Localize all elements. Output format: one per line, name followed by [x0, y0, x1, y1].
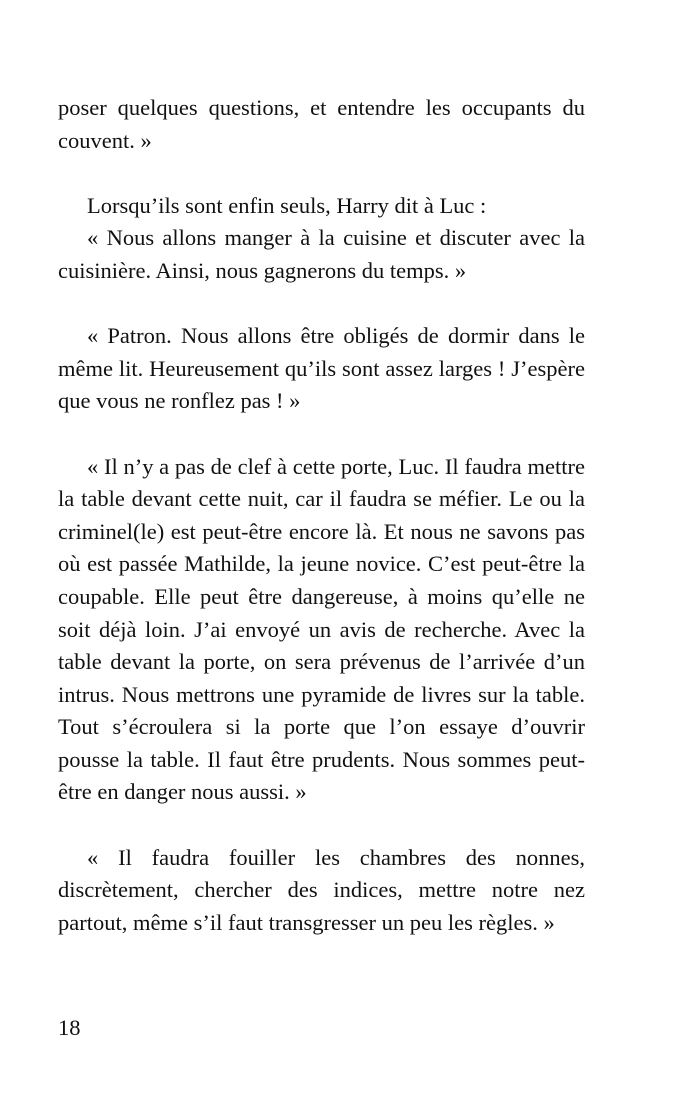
- paragraph-dialogue-bed: « Patron. Nous allons être obligés de dormir dans le même lit. Heureusement qu’ils sont assez larges ! J’espère que vous ne ronflez pas ! »: [58, 323, 585, 414]
- paragraph-gap: [58, 418, 585, 451]
- paragraph-dialogue-door: « Il n’y a pas de clef à cette porte, Luc. Il faudra mettre la table devant cette nuit, car il faudra se méfier. Le ou la criminel(le) est peut-être encore là. Et nous ne savons pas où est passée Mathilde, la jeune novice. C’est peut-être la coupable. Elle peut être dangereuse, à moins qu’elle ne soit déjà loin. J’ai envoyé un avis de recherche. Avec la table devant la porte, on sera prévenus de l’arrivée d’un intrus. Nous mettrons une pyramide de livres sur la table. Tout s’écroulera si la porte que l’on essaye d’ouvrir pousse la table. Il faut être prudents. Nous sommes peut-être en danger nous aussi. »: [58, 453, 585, 805]
- paragraph-narration: Lorsqu’ils sont enfin seuls, Harry dit à Luc :: [87, 192, 487, 218]
- paragraph-gap: [58, 157, 585, 190]
- paragraph-dialogue-kitchen: « Nous allons manger à la cuisine et discuter avec la cuisinière. Ainsi, nous gagnerons du temps. »: [58, 225, 585, 283]
- page-number: 18: [58, 1015, 81, 1040]
- paragraph-gap: [58, 288, 585, 321]
- page-body: [58, 92, 585, 939]
- paragraph-continuation: poser quelques questions, et entendre les occupants du couvent. »: [58, 95, 585, 153]
- paragraph-gap: [58, 809, 585, 842]
- paragraph-dialogue-search: « Il faudra fouiller les chambres des nonnes, discrètement, chercher des indices, mettre notre nez partout, même s’il faut transgresser un peu les règles. »: [58, 844, 585, 935]
